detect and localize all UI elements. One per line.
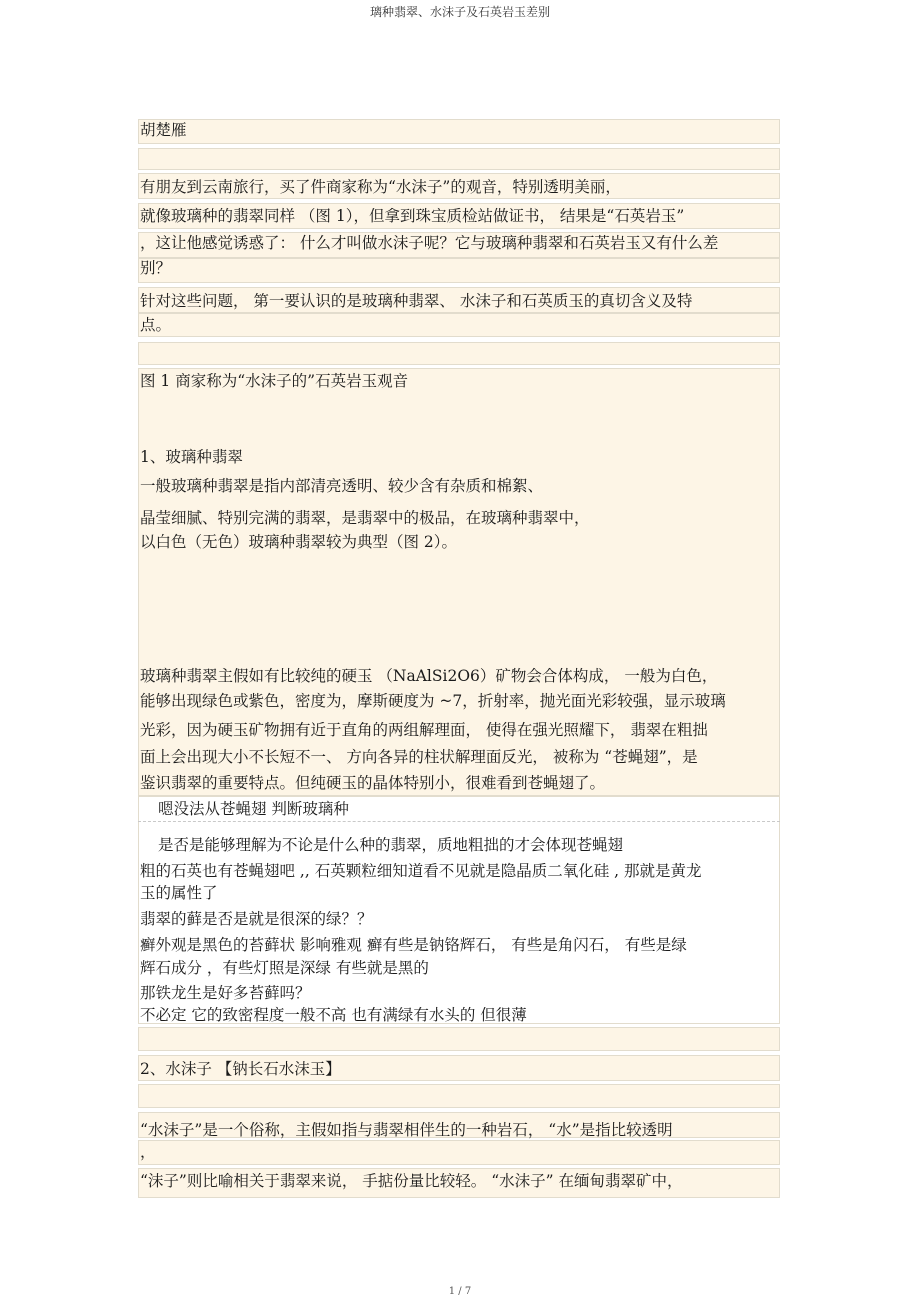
qa-line: 癣外观是黑色的苔藓状 影响雅观 癣有些是钠铬辉石， 有些是角闪石， 有些是绿 [140, 936, 687, 954]
section-line: 以白色（无色）玻璃种翡翠较为典型（图 2）。 [140, 533, 458, 551]
qa-line: 玉的属性了 [140, 884, 218, 902]
text-block [138, 1084, 780, 1108]
figure-caption: 图 1 商家称为“水沫子的”石英岩玉观音 [140, 372, 409, 390]
text-block [138, 148, 780, 170]
text-block [138, 119, 780, 144]
intro-line: ，这让他感觉诱惑了： 什么才叫做水沫子呢？它与玻璃种翡翠和石英岩玉又有什么差 [140, 234, 719, 252]
qa-line: 翡翠的藓是否是就是很深的绿？？ [140, 910, 373, 928]
qa-line: 那铁龙生是好多苔藓吗？ [140, 984, 311, 1002]
intro-line: 别？ [140, 259, 172, 277]
text-block [138, 1140, 780, 1165]
paragraph-line: 光彩，因为硬玉矿物拥有近于直角的两组解理面， 使得在强光照耀下， 翡翠在粗拙 [140, 721, 708, 739]
paragraph-line: 能够出现绿色或紫色，密度为，摩斯硬度为 ~7，折射率，抛光面光彩较强，显示玻璃 [140, 692, 726, 710]
section-heading: 2、水沫子 【钠长石水沫玉】 [140, 1060, 341, 1078]
text-block [138, 342, 780, 365]
paragraph-line: 鉴识翡翠的重要特点。但纯硬玉的晶体特别小，很难看到苍蝇翅了。 [140, 774, 606, 792]
intro-line: 有朋友到云南旅行，买了件商家称为“水沫子”的观音，特别透明美丽， [140, 178, 621, 196]
qa-line: 辉石成分 ，有些灯照是深绿 有些就是黑的 [140, 959, 429, 977]
text-block [138, 1027, 780, 1051]
qa-line: 是否是能够理解为不论是什么种的翡翠，质地粗拙的才会体现苍蝇翅 [158, 836, 624, 854]
intro-line: 针对这些问题， 第一要认识的是玻璃种翡翠、 水沫子和石英质玉的真切含义及特 [140, 292, 693, 310]
section-line: ， [140, 1143, 156, 1161]
text-block [138, 313, 780, 337]
page-number: 1 / 7 [448, 1286, 472, 1297]
qa-question: 嗯没法从苍蝇翅 判断玻璃种 [158, 800, 349, 818]
divider [138, 821, 780, 822]
paragraph-line: 玻璃种翡翠主假如有比较纯的硬玉 （NaAlSi2O6）矿物会合体构成， 一般为白色， [140, 667, 718, 685]
intro-line: 就像玻璃种的翡翠同样 （图 1），但拿到珠宝质检站做证书， 结果是“石英岩玉” [140, 207, 685, 225]
section-line: “水沫子”是一个俗称，主假如指与翡翠相伴生的一种岩石， “水”是指比较透明 [140, 1121, 673, 1139]
section-heading: 1、玻璃种翡翠 [140, 448, 243, 466]
qa-line: 粗的石英也有苍蝇翅吧 ,, 石英颗粒细知道看不见就是隐晶质二氧化硅 , 那就是黄龙 [140, 862, 702, 880]
page-header: 璃种翡翠、水沫子及石英岩玉差别 [369, 5, 550, 19]
section-line: 晶莹细腻、特别完满的翡翠，是翡翠中的极品，在玻璃种翡翠中， [140, 509, 590, 527]
author: 胡楚雁 [140, 121, 187, 139]
section-line: “沫子”则比喻相关于翡翠来说， 手掂份量比较轻。 “水沫子” 在缅甸翡翠矿中， [140, 1172, 683, 1190]
section-line: 一般玻璃种翡翠是指内部清亮透明、较少含有杂质和棉絮、 [140, 477, 544, 495]
paragraph-line: 面上会出现大小不长短不一、 方向各异的柱状解理面反光， 被称为 “苍蝇翅”，是 [140, 748, 698, 766]
qa-line: 不必定 它的致密程度一般不高 也有满绿有水头的 但很薄 [140, 1006, 527, 1024]
intro-line: 点。 [140, 316, 172, 334]
text-block [138, 258, 780, 283]
